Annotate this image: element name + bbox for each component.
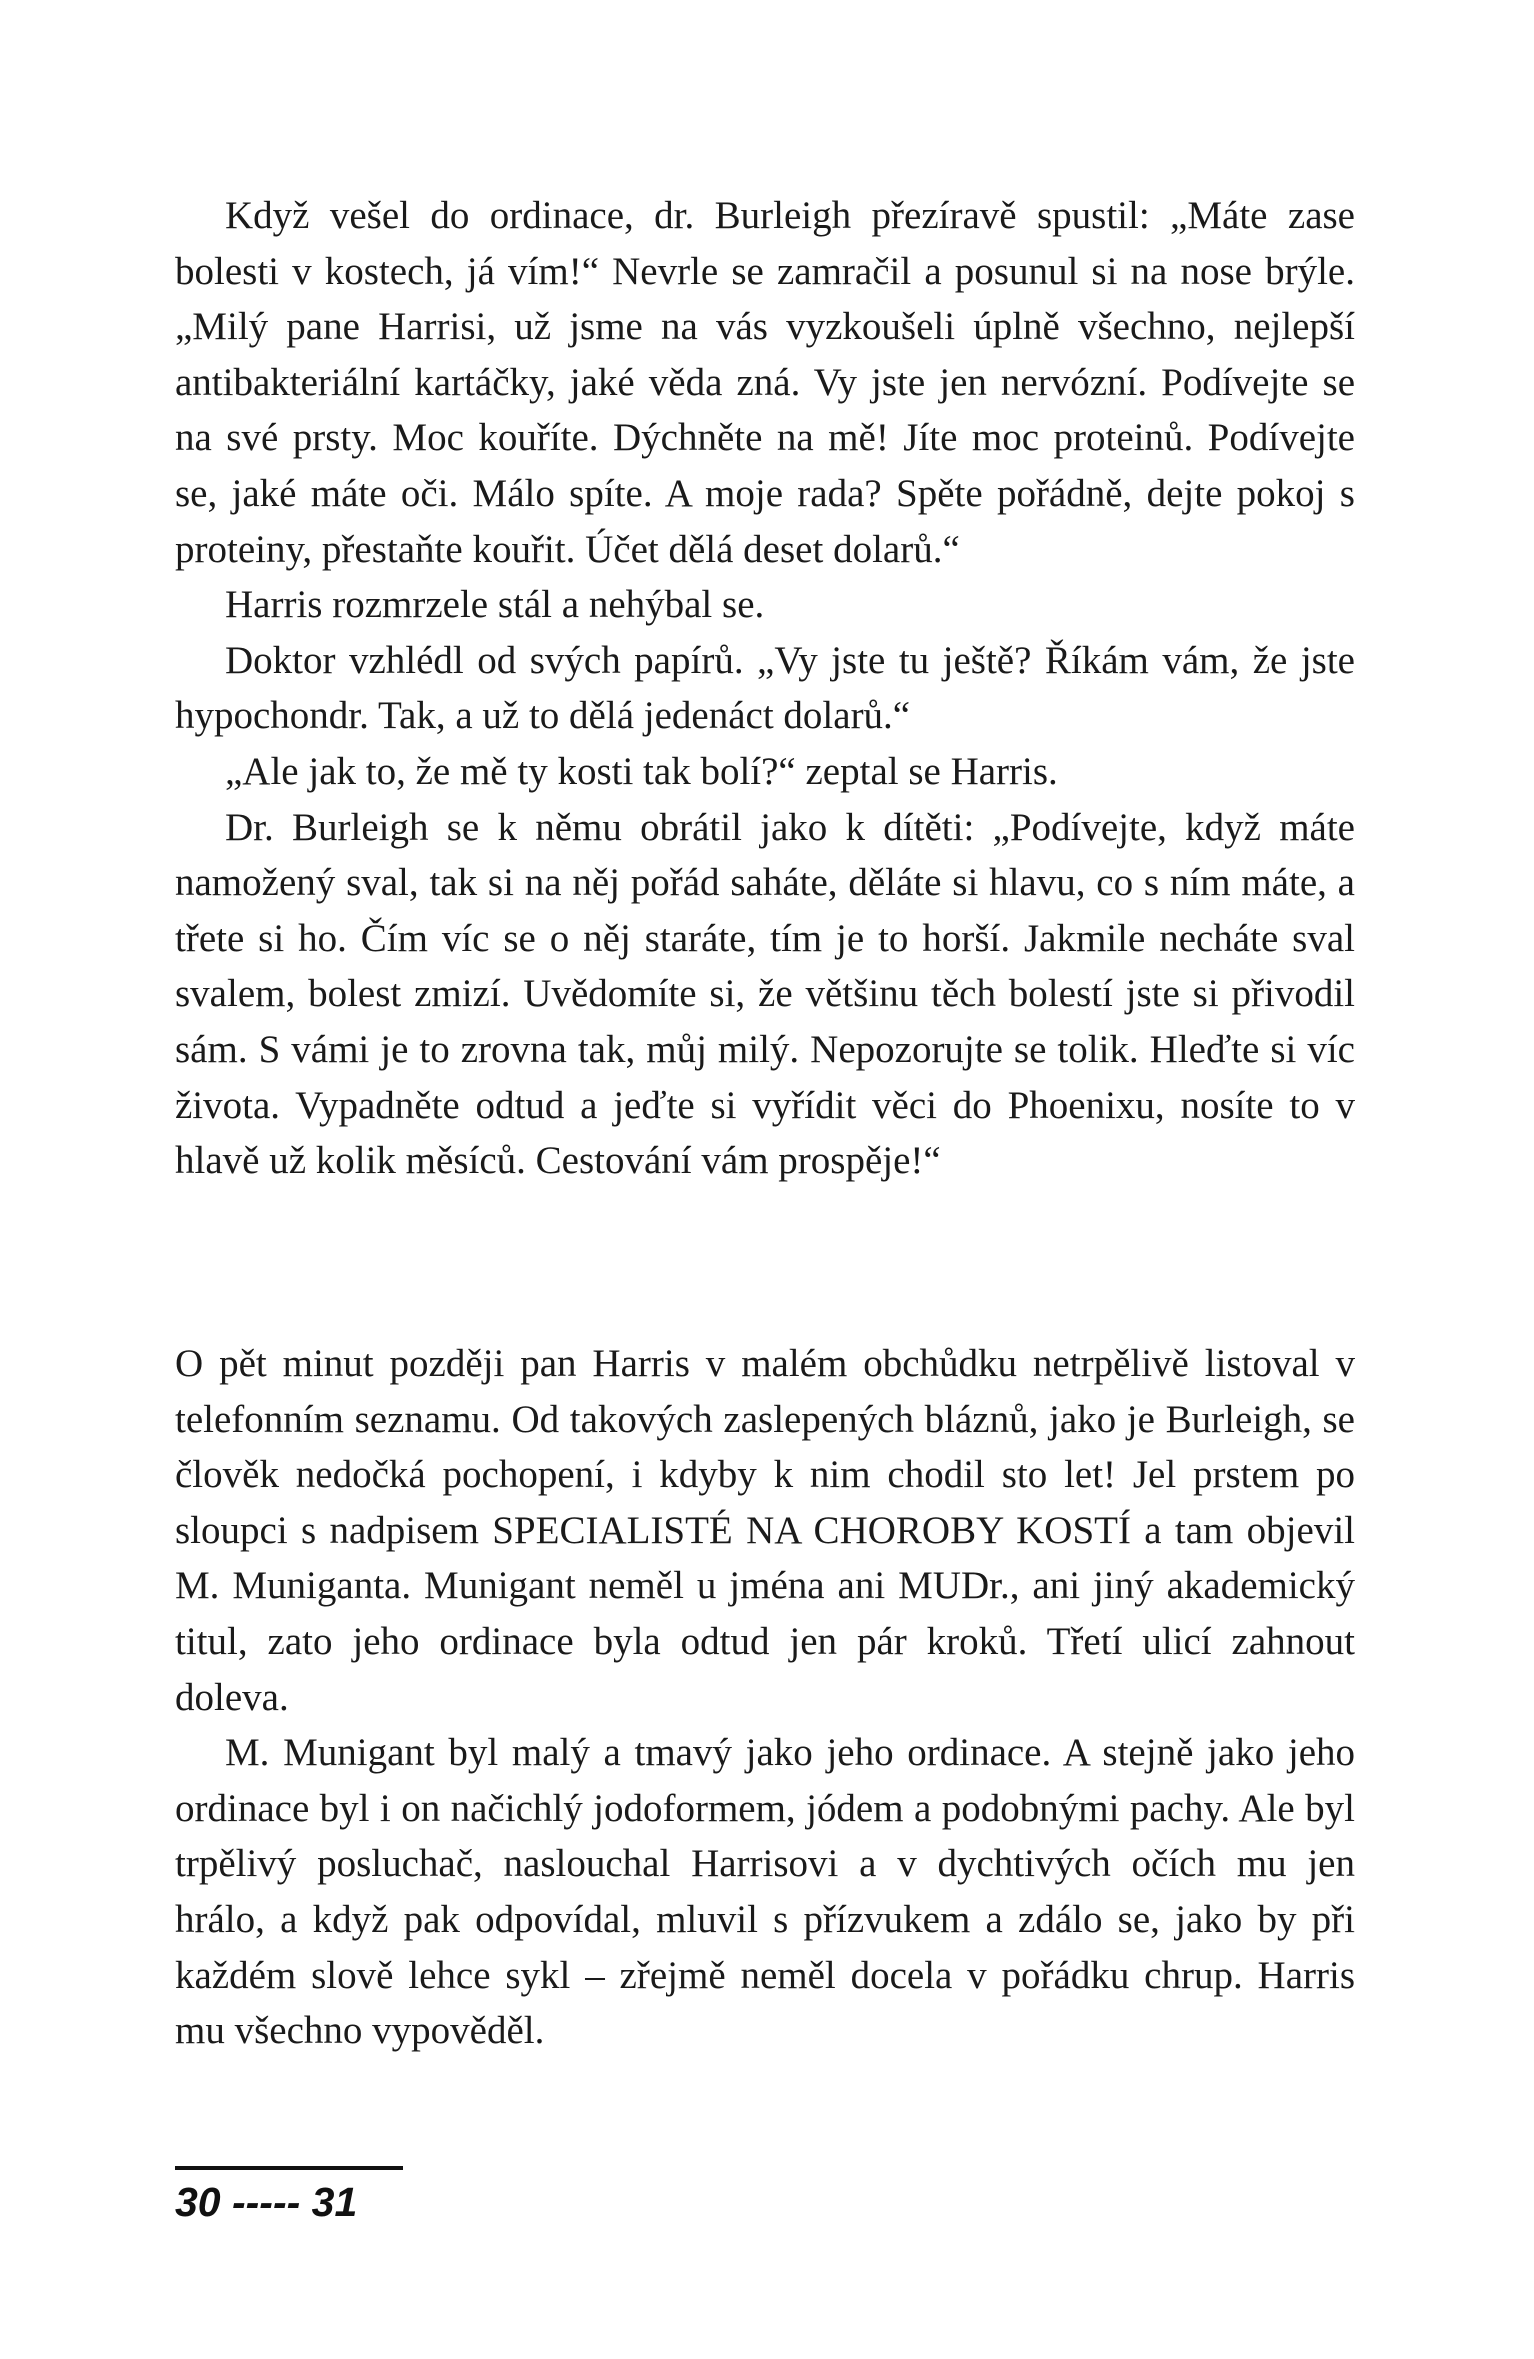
paragraph: O pět minut později pan Harris v malém obchůdku netrpělivě listoval v telefonním seznamu. Od takových zaslepených bláznů, jako je Burleigh, se člověk nedočká pochopení, i kdyby k nim chodil sto let! Jel prstem po sloupci s nadpisem SPECIALISTÉ NA CHOROBY KOSTÍ a tam objevil M. Muniganta. Munigant neměl u jména ani MUDr., ani jiný akademický titul, zato jeho ordinace byla odtud jen pár kroků. Třetí ulicí zahnout doleva. (175, 1342, 1355, 1719)
paragraph: Když vešel do ordinace, dr. Burleigh přezíravě spustil: „Máte zase bolesti v kostech, já vím!“ Nevrle se zamračil a posunul si na nose brýle. „Milý pane Harrisi, už jsme na vás vyzkoušeli úplně všechno, nejlepší antibakteriální kartáčky, jaké věda zná. Vy jste jen nervózní. Podívejte se na své prsty. Moc kouříte. Dýchněte na mě! Jíte moc proteinů. Podívejte se, jaké máte oči. Málo spíte. A moje rada? Spěte pořádně, dejte pokoj s proteiny, přestaňte kouřit. Účet dělá deset dolarů.“ (175, 194, 1355, 571)
footer-rule (175, 2166, 403, 2170)
paragraph: „Ale jak to, že mě ty kosti tak bolí?“ zeptal se Harris. (225, 749, 1058, 793)
paragraph: Harris rozmrzele stál a nehýbal se. (225, 583, 765, 627)
text-section-2 (175, 1336, 1355, 2059)
page-number: 30 ----- 31 (175, 2179, 358, 2225)
text-section-1 (175, 188, 1355, 1189)
paragraph: Doktor vzhlédl od svých papírů. „Vy jste tu ještě? Říkám vám, že jste hypochondr. Tak, a už to dělá jedenáct dolarů.“ (175, 638, 1355, 738)
paragraph: M. Munigant byl malý a tmavý jako jeho ordinace. A stejně jako jeho ordinace byl i on načichlý jodoformem, jódem a podobnými pachy. Ale byl trpělivý posluchač, naslouchal Harrisovi a v dychtivých očích mu jen hrálo, a když pak odpovídal, mluvil s přízvukem a zdálo se, jako by při každém slově lehce sykl – zřejmě neměl docela v pořádku chrup. Harris mu všechno vypověděl. (175, 1731, 1355, 2053)
paragraph: Dr. Burleigh se k němu obrátil jako k dítěti: „Podívejte, když máte namožený sval, tak si na něj pořád saháte, děláte si hlavu, co s ním máte, a třete si ho. Čím víc se o něj staráte, tím je to horší. Jakmile necháte sval svalem, bolest zmizí. Uvědomíte si, že většinu těch bolestí jste si přivodil sám. S vámi je to zrovna tak, můj milý. Nepozorujte se tolik. Hleďte si víc života. Vypadněte odtud a jeďte si vyřídit věci do Phoenixu, nosíte to v hlavě už kolik měsíců. Cestování vám prospěje!“ (175, 805, 1355, 1183)
